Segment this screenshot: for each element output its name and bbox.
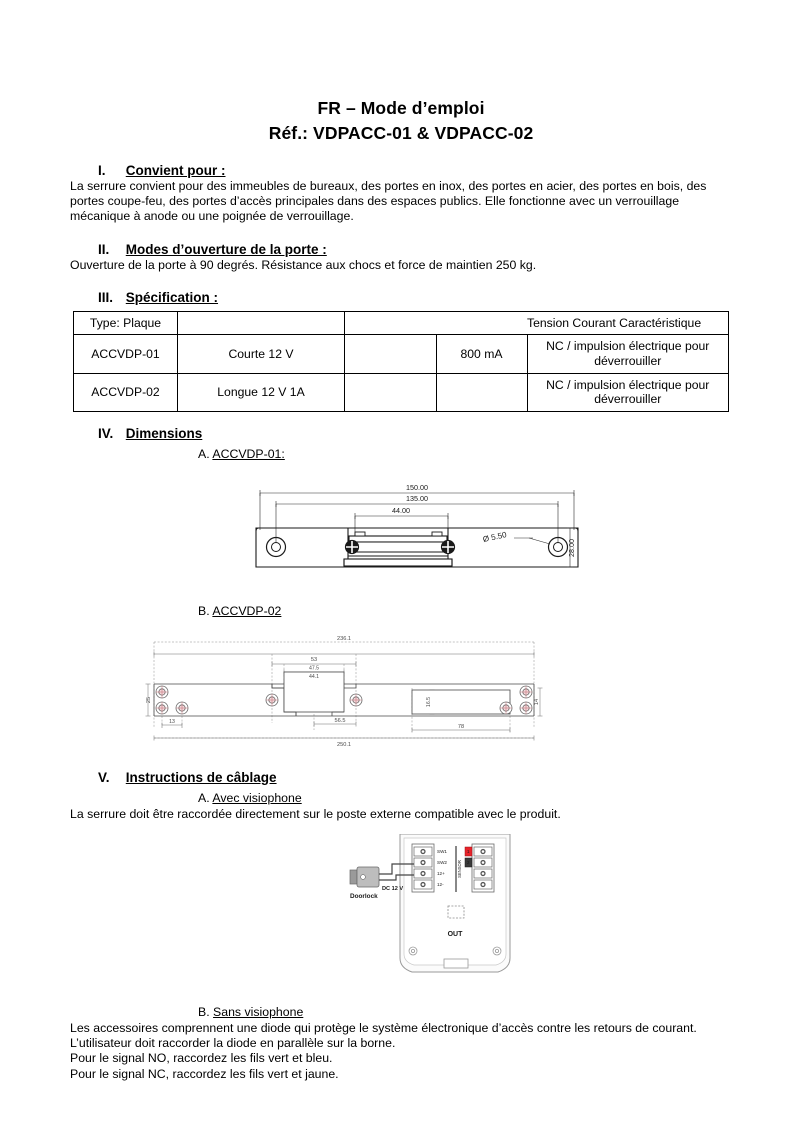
cell-current (436, 373, 527, 411)
wiring-diagram-svg (332, 834, 532, 989)
pin-label-1: 1 (467, 848, 470, 854)
subsection-label-4a: ACCVDP-01: (212, 446, 285, 461)
doorlock-body-icon (357, 867, 379, 887)
dim-diameter-01: Ø 5.50 (482, 529, 508, 544)
drawing-accvdp01-svg (252, 475, 582, 590)
subsection-heading-5a (102, 791, 732, 805)
cell-model: ACCVDP-01 (74, 335, 178, 373)
header-cell-plate (178, 311, 345, 335)
section-heading-5: V. Instructions de câblage (98, 769, 277, 785)
drawing-accvdp02-svg (144, 628, 544, 748)
cell-characteristic: NC / impulsion électrique pour déverrouiller (527, 373, 729, 411)
cell-voltage (345, 335, 437, 373)
terminal-label-3: 12+ (437, 870, 445, 876)
title-line-2: Réf.: VDPACC-01 & VDPACC-02 (268, 123, 534, 143)
dim-475-02: 47.5 (308, 665, 320, 672)
doorlock-bolt-icon (350, 870, 357, 884)
wiring-diagram (332, 834, 532, 989)
dim-left-height-02: 25 (146, 696, 152, 703)
section-heading-4: IV. Dimensions (98, 425, 203, 441)
dim-inner-height-02: 16.5 (426, 696, 432, 707)
table-row (74, 373, 729, 411)
dim-center-01: 44.00 (392, 505, 410, 515)
cell-current: 800 mA (436, 335, 527, 373)
section-body-5b-3: Pour le signal NC, raccordez les fils vert et jaune. (70, 1066, 339, 1081)
header-cell-characteristic: Tension Courant Caractéristique (527, 311, 729, 335)
subsection-label-5b: Sans visiophone (213, 1004, 304, 1019)
dim-bottom-total-02: 250.1 (337, 741, 351, 748)
title-line-1: FR – Mode d’emploi (317, 98, 485, 118)
document-body (0, 163, 802, 1082)
dim-holes-01: 135.00 (406, 493, 428, 503)
section-heading-1: I. Convient pour : (98, 163, 226, 178)
dim-53-02: 53 (310, 656, 318, 663)
section-title-2: Modes d’ouverture de la porte : (125, 241, 327, 257)
cell-plate: Courte 12 V (178, 335, 345, 373)
section-title-5: Instructions de câblage (125, 769, 277, 785)
dim-total-01: 150.00 (406, 482, 428, 492)
dim-right-height-02: 14 (534, 698, 540, 705)
dim-13-02: 13 (169, 718, 175, 725)
subsection-heading-5b (102, 1005, 732, 1019)
section-heading-3: III. Spécification : (98, 289, 219, 305)
dim-441-02: 44.1 (308, 673, 320, 680)
power-label: DC 12 V (382, 885, 404, 892)
subsection-label-4b: ACCVDP-02 (212, 603, 282, 618)
dim-height-01: 28.00 (567, 538, 576, 557)
terminal-label-1: SW1 (437, 848, 447, 854)
section-heading-2: II. Modes d’ouverture de la porte : (98, 241, 327, 257)
subsection-heading-4b (102, 604, 732, 618)
section-title-3: Spécification : (125, 289, 219, 305)
cell-model: ACCVDP-02 (74, 373, 178, 411)
subsection-label-5a: Avec visiophone (212, 790, 302, 805)
terminal-label-2: SW2 (437, 859, 447, 865)
cell-plate: Longue 12 V 1A (178, 373, 345, 411)
dim-top-total-02: 236.1 (337, 635, 351, 642)
sensor-label: SENSOR (457, 860, 462, 878)
section-body-2: Ouverture de la porte à 90 degrés. Résistance aux chocs et force de maintien 250 kg. (70, 257, 537, 272)
table-row (74, 335, 729, 373)
header-cell-voltage (345, 311, 437, 335)
subsection-heading-4a (102, 447, 732, 461)
section-title-1: Convient pour : (125, 163, 226, 178)
specification-table (73, 311, 729, 412)
subsection-letter-4a: A. (198, 446, 210, 461)
document-title (0, 96, 802, 146)
doorlock-label: Doorlock (350, 892, 378, 900)
pin-label-2: 2 (467, 859, 470, 865)
section-body-1: La serrure convient pour des immeubles de bureaux, des portes en inox, des portes en acier, des portes en bois, des portes coupe-feu, des portes d’accès principales dans des espaces publics. Elle fonctionne avec un verrouillage mécanique à anode ou une poignée de verrouillage. (70, 179, 707, 224)
header-cell-type: Type: Plaque (74, 311, 178, 335)
out-label: OUT (447, 930, 463, 938)
drawing-accvdp01 (252, 475, 582, 590)
terminal-label-4: 12- (437, 881, 444, 887)
section-body-5b-1: Les accessoires comprennent une diode qui protège le système électronique d’accès contre les retours de courant. L’utilisateur doit raccorder la diode en parallèle sur la borne. (70, 1020, 697, 1051)
cell-characteristic: NC / impulsion électrique pour déverrouiller (527, 335, 729, 373)
cell-voltage (345, 373, 437, 411)
dim-565-02: 56.5 (334, 717, 346, 724)
drawing-accvdp02 (144, 628, 544, 748)
section-body-5b-2: Pour le signal NO, raccordez les fils vert et bleu. (70, 1051, 333, 1066)
subsection-letter-4b: B. (198, 603, 210, 618)
section-body-5a: La serrure doit être raccordée directement sur le poste externe compatible avec le produit. (70, 806, 561, 821)
section-title-4: Dimensions (125, 425, 203, 441)
table-header-row (74, 311, 729, 335)
subsection-letter-5b: B. (198, 1004, 210, 1019)
subsection-letter-5a: A. (198, 790, 210, 805)
dim-78-02: 78 (457, 723, 465, 730)
header-cell-current (436, 311, 527, 335)
